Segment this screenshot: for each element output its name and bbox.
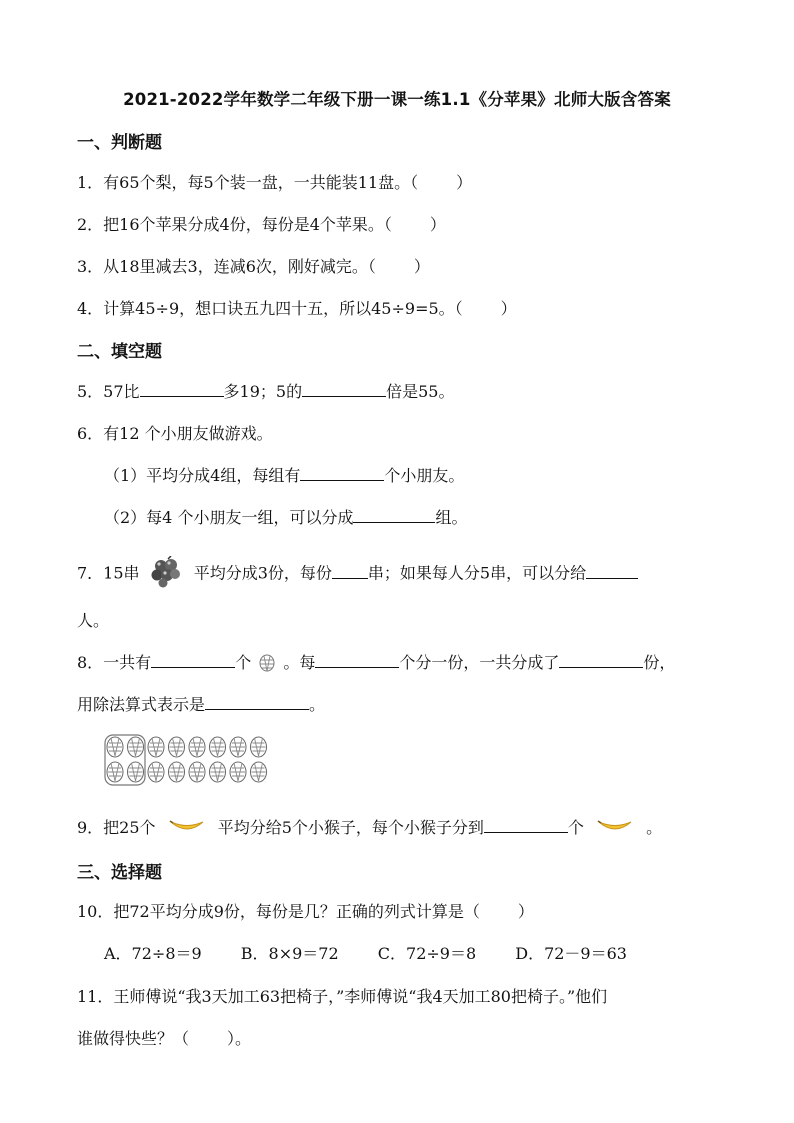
answer-blank[interactable] bbox=[559, 653, 643, 668]
question-3: 3．从18里减去3，连减6次，刚好减完。（ ） bbox=[77, 257, 430, 276]
section-heading-multiple-choice: 三、选择题 bbox=[77, 863, 162, 883]
question-6-part-1: （1）平均分成4组，每组有 个小朋友。 bbox=[104, 466, 465, 485]
answer-blank[interactable] bbox=[332, 564, 368, 579]
page-title: 2021-2022学年数学二年级下册一课一练1.1《分苹果》北师大版含答案 bbox=[123, 90, 671, 109]
question-7-continued: 人。 bbox=[77, 611, 110, 630]
question-8-continued: 用除法算式表示是 。 bbox=[77, 695, 326, 714]
pinecone-fruit-icon bbox=[251, 737, 267, 757]
question-5: 5．57比 多19；5的 倍是55。 bbox=[77, 382, 455, 401]
pinecone-fruit-icon bbox=[210, 762, 226, 782]
pinecone-fruit-icon bbox=[107, 737, 123, 757]
question-4: 4．计算45÷9，想口诀五九四十五，所以45÷9=5。（ ） bbox=[77, 299, 517, 318]
question-1: 1．有65个梨，每5个装一盘，一共能装11盘。（ ） bbox=[77, 173, 473, 192]
pinecone-fruit-icon bbox=[189, 737, 205, 757]
pinecone-fruit-icon bbox=[148, 737, 164, 757]
answer-blank[interactable] bbox=[315, 653, 399, 668]
banana-icon bbox=[169, 818, 205, 840]
answer-blank[interactable] bbox=[586, 564, 638, 579]
section-heading-fill-blank: 二、填空题 bbox=[77, 342, 162, 362]
question-11: 11．王师傅说“我3天加工63把椅子，”李师傅说“我4天加工80把椅子。”他们 bbox=[77, 987, 608, 1006]
pinecone-fruit-icon bbox=[169, 737, 185, 757]
grape-bunch-icon bbox=[149, 556, 183, 592]
section-heading-judgement: 一、判断题 bbox=[77, 133, 162, 153]
fruit-grid-illustration bbox=[104, 734, 274, 790]
answer-blank[interactable] bbox=[484, 818, 568, 833]
pinecone-fruit-icon bbox=[251, 762, 267, 782]
answer-blank[interactable] bbox=[300, 466, 384, 481]
pinecone-fruit-icon bbox=[169, 762, 185, 782]
question-10: 10．把72平均分成9份，每份是几？正确的列式计算是（ ） bbox=[77, 902, 534, 921]
pinecone-fruit-icon bbox=[258, 652, 276, 676]
question-7: 7．15串 平均分成3份，每份 串；如果每人分5串，可以分给 bbox=[77, 556, 638, 592]
answer-blank[interactable] bbox=[302, 382, 386, 397]
option-a[interactable]: A．72÷8＝9 bbox=[104, 944, 202, 963]
pinecone-fruit-icon bbox=[128, 762, 144, 782]
question-10-options bbox=[104, 941, 661, 964]
answer-blank[interactable] bbox=[205, 695, 309, 710]
answer-blank[interactable] bbox=[140, 382, 224, 397]
question-6: 6．有12 个小朋友做游戏。 bbox=[77, 424, 273, 443]
banana-icon bbox=[597, 818, 633, 840]
question-2: 2．把16个苹果分成4份，每份是4个苹果。（ ） bbox=[77, 215, 446, 234]
question-6-part-2: （2）每4 个小朋友一组，可以分成 组。 bbox=[104, 508, 468, 527]
answer-blank[interactable] bbox=[353, 508, 435, 523]
question-9: 9．把25个 平均分给5个小猴子，每个小猴子分到 个 。 bbox=[77, 815, 662, 840]
question-8: 8．一共有 个 。每 个分一份，一共分成了 份， bbox=[77, 650, 675, 676]
pinecone-fruit-icon bbox=[128, 737, 144, 757]
pinecone-fruit-icon bbox=[107, 762, 123, 782]
pinecone-fruit-icon bbox=[230, 762, 246, 782]
pinecone-fruit-icon bbox=[230, 737, 246, 757]
pinecone-fruit-icon bbox=[210, 737, 226, 757]
option-c[interactable]: C．72÷9＝8 bbox=[377, 944, 477, 963]
option-d[interactable]: D．72－9＝63 bbox=[515, 944, 627, 963]
answer-blank[interactable] bbox=[151, 653, 235, 668]
option-b[interactable]: B．8×9＝72 bbox=[240, 944, 339, 963]
question-11-continued: 谁做得快些？（ ）。 bbox=[77, 1029, 252, 1048]
pinecone-fruit-icon bbox=[189, 762, 205, 782]
pinecone-fruit-icon bbox=[148, 762, 164, 782]
